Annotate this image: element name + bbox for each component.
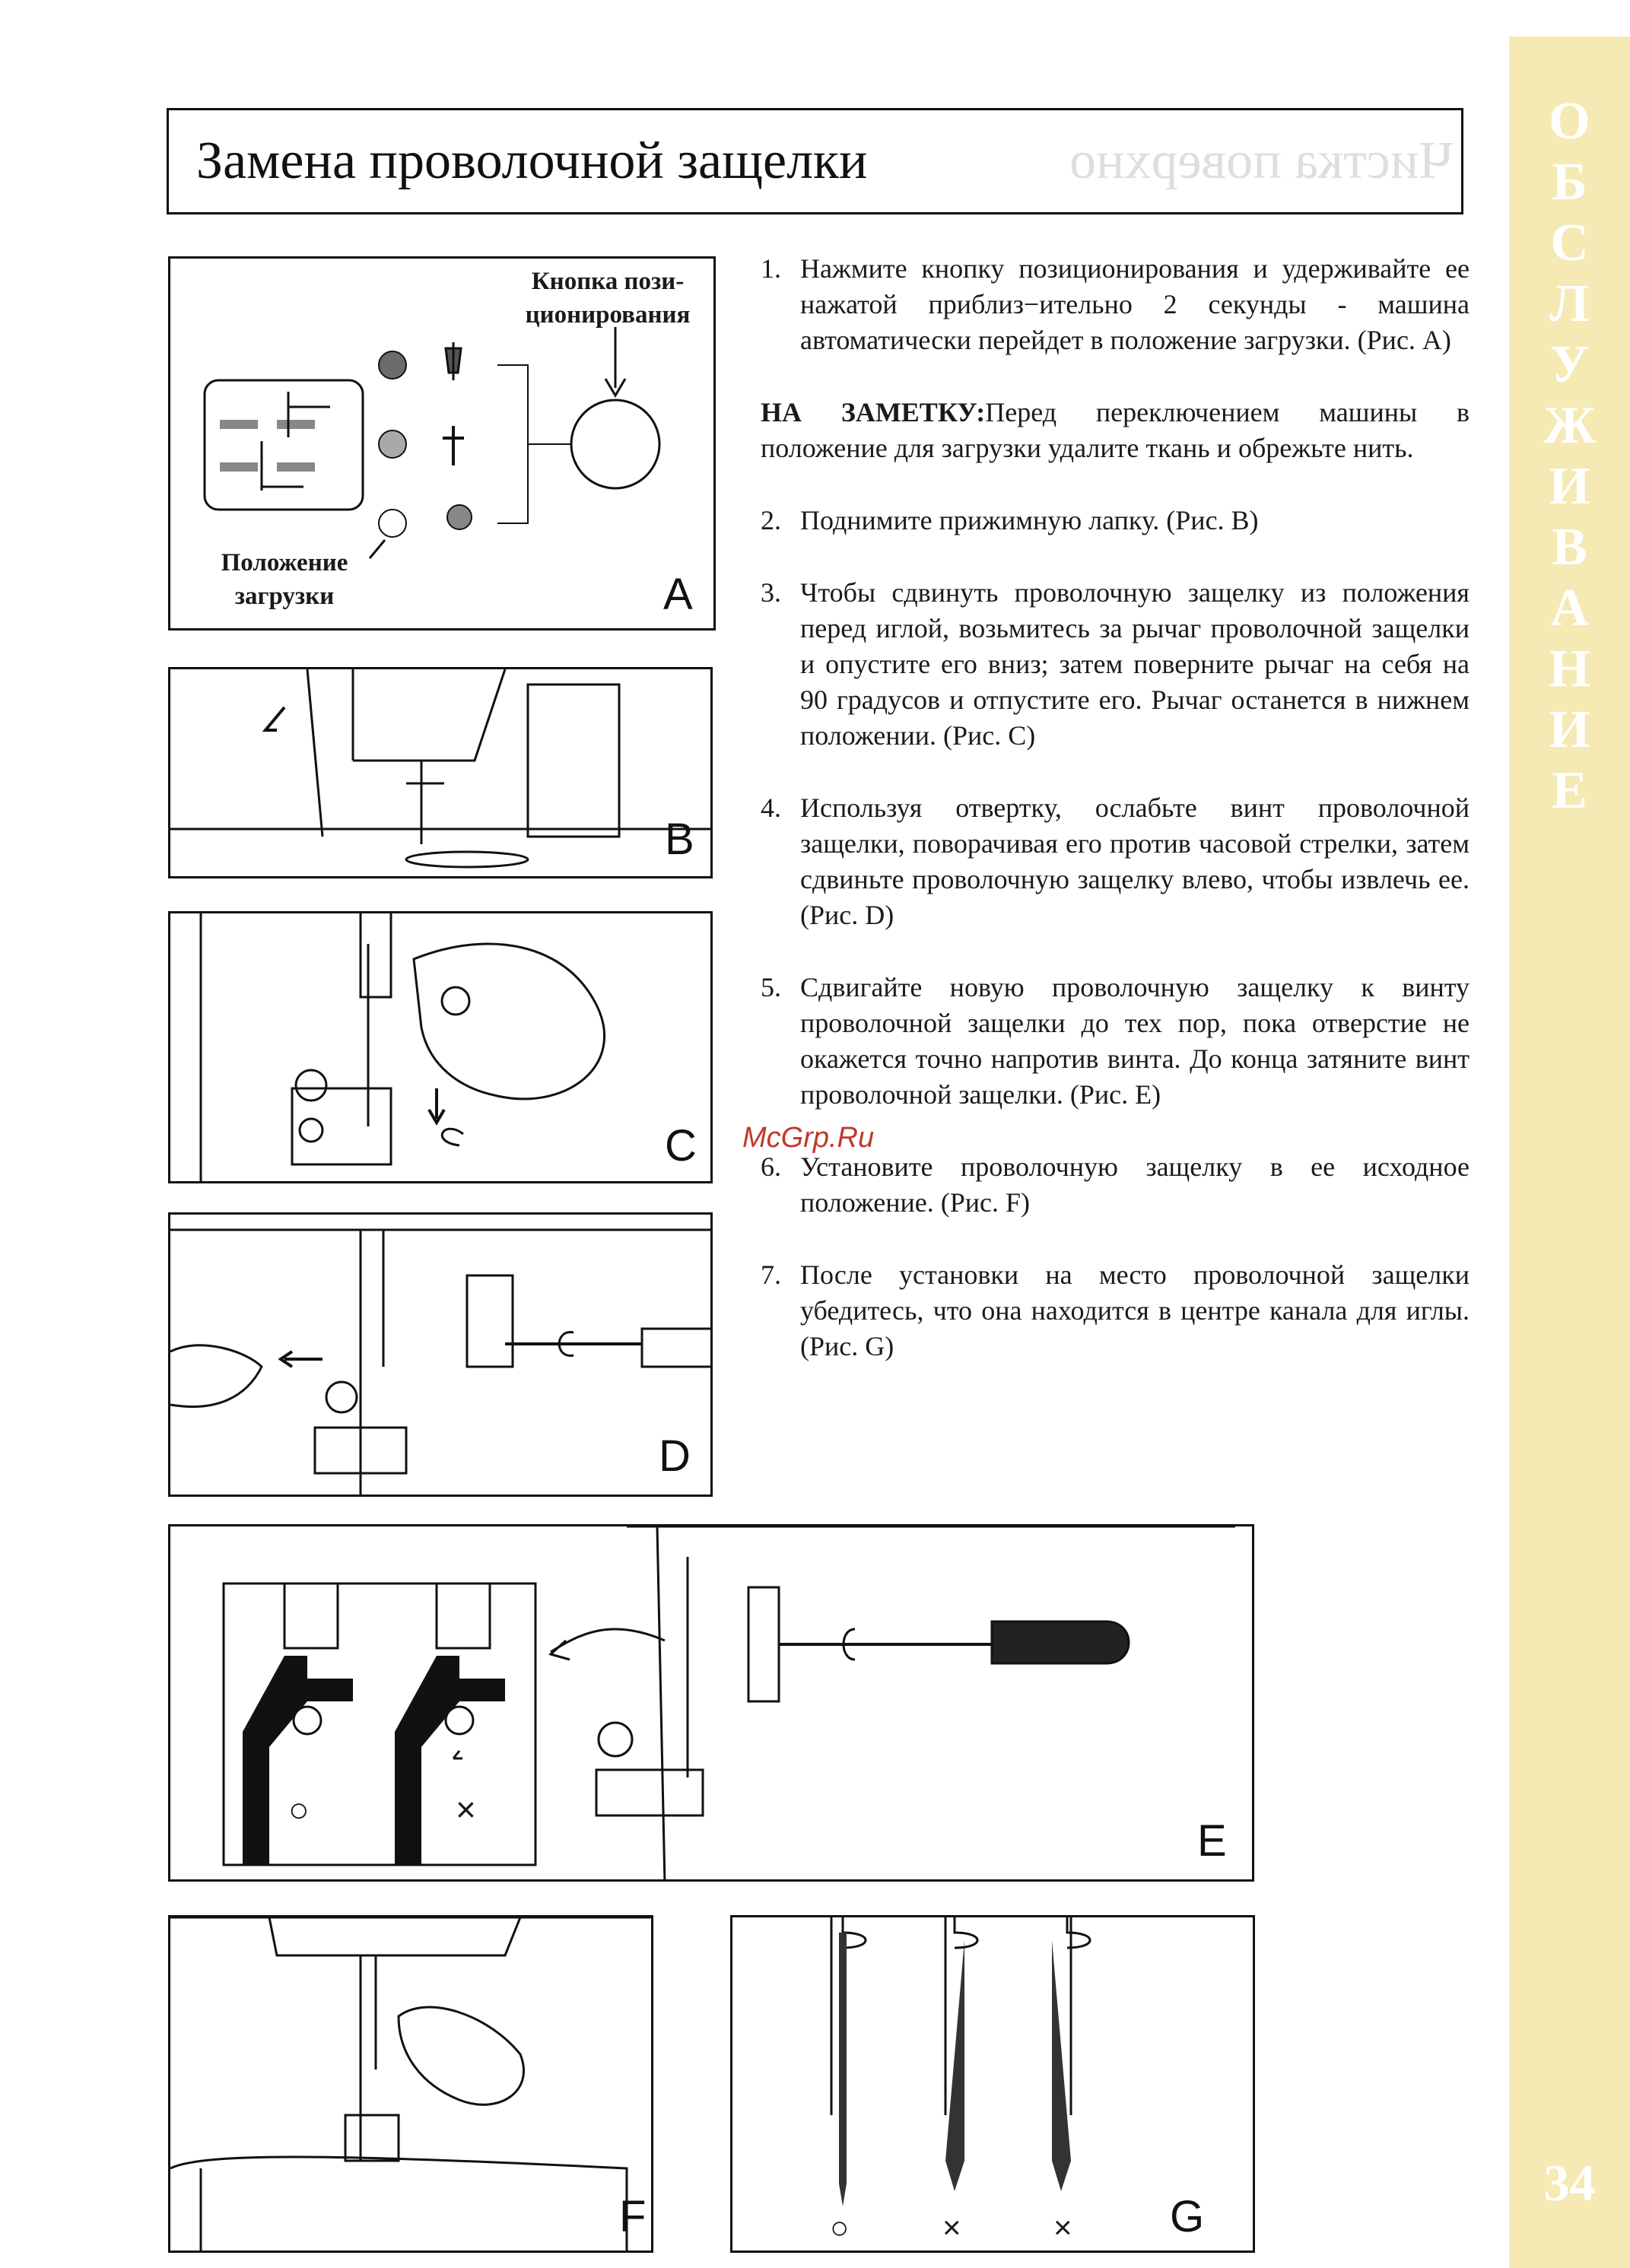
position-button-label: Кнопка пози- ционирования (525, 268, 691, 329)
page-title: Замена проволочной защелки (196, 132, 868, 190)
figure-c-illustration (170, 913, 713, 1183)
section-tab-letters: О Б С Л У Ж И В А Н И Е (1543, 92, 1597, 820)
figure-a (168, 256, 716, 631)
figure-letter-e: E (1197, 1816, 1227, 1866)
figure-c (168, 911, 713, 1183)
figure-letter-g: G (1170, 2192, 1205, 2241)
figure-b (168, 667, 713, 878)
section-side-tab (1509, 37, 1630, 2268)
figure-letter-a: A (663, 570, 693, 619)
figure-d (168, 1212, 713, 1497)
needle-3-mark: × (1053, 2209, 1072, 2245)
figure-f-illustration (170, 1917, 653, 2253)
step-3: 3. Чтобы сдвинуть проволочную защелку из положения перед иглой, возьмитесь за рычаг проволочной защелки и опустите его вниз; затем поверните рычаг на себя на 90 градусов и отпустите его. Рычаг останется в нижнем положении. (Рис. C) (761, 577, 1470, 751)
mirrored-title-bleed: Чистка поверхно (1069, 132, 1454, 190)
note (761, 395, 1470, 466)
step-7: 7. После установки на место проволочной защелки убедитесь, что она находится в центре канала для иглы. (Рис. G) (761, 1259, 1470, 1361)
incorrect-mark: × (456, 1790, 476, 1829)
figure-f (168, 1915, 653, 2253)
page-title-box (167, 108, 1463, 214)
page-number: 34 (1543, 2154, 1596, 2212)
step-1: 1. Нажмите кнопку позиционирования и удерживайте ее нажатой приблиз−ительно 2 секунды - машина автоматически перейдет в положение загрузки. (Рис. A) (761, 253, 1470, 355)
figure-e (168, 1524, 1254, 1882)
step-5: 5. Сдвигайте новую проволочную защелку к винту проволочной защелки до тех пор, пока отверстие не окажется точно напротив винта. До конца затяните винт проволочной защелки. (Рис. E) (761, 972, 1470, 1110)
needle-1-mark: ○ (830, 2209, 850, 2245)
figure-b-illustration (170, 669, 713, 878)
figure-letter-c: C (665, 1121, 697, 1171)
figure-g (730, 1915, 1255, 2253)
step-2: 2. Поднимите прижимную лапку. (Рис. B) (761, 505, 1259, 535)
figure-letter-d: D (659, 1431, 691, 1481)
instructions (761, 251, 1470, 1401)
figure-e-illustration (170, 1526, 1254, 1882)
step-6: 6. Установите проволочную защелку в ее исходное положение. (Рис. F) (761, 1151, 1470, 1218)
figure-letter-f: F (619, 2192, 647, 2241)
watermark: McGrp.Ru (742, 1122, 875, 1154)
loading-position-label: Положение загрузки (221, 549, 348, 610)
note-label: НА ЗАМЕТКУ: (761, 397, 986, 427)
figure-letter-b: B (665, 815, 694, 864)
needle-2-mark: × (942, 2209, 961, 2245)
figure-d-illustration (170, 1215, 713, 1497)
note-text: Перед переключением машины в положение для загрузки удалите ткань и обрежьте нить. (761, 397, 1470, 463)
correct-mark: ○ (288, 1790, 310, 1829)
step-4: 4. Используя отвертку, ослабьте винт проволочной защелки, поворачивая его против часовой стрелки, затем сдвиньте проволочную защелку влево, чтобы извлечь ее. (Рис. D) (761, 793, 1470, 930)
